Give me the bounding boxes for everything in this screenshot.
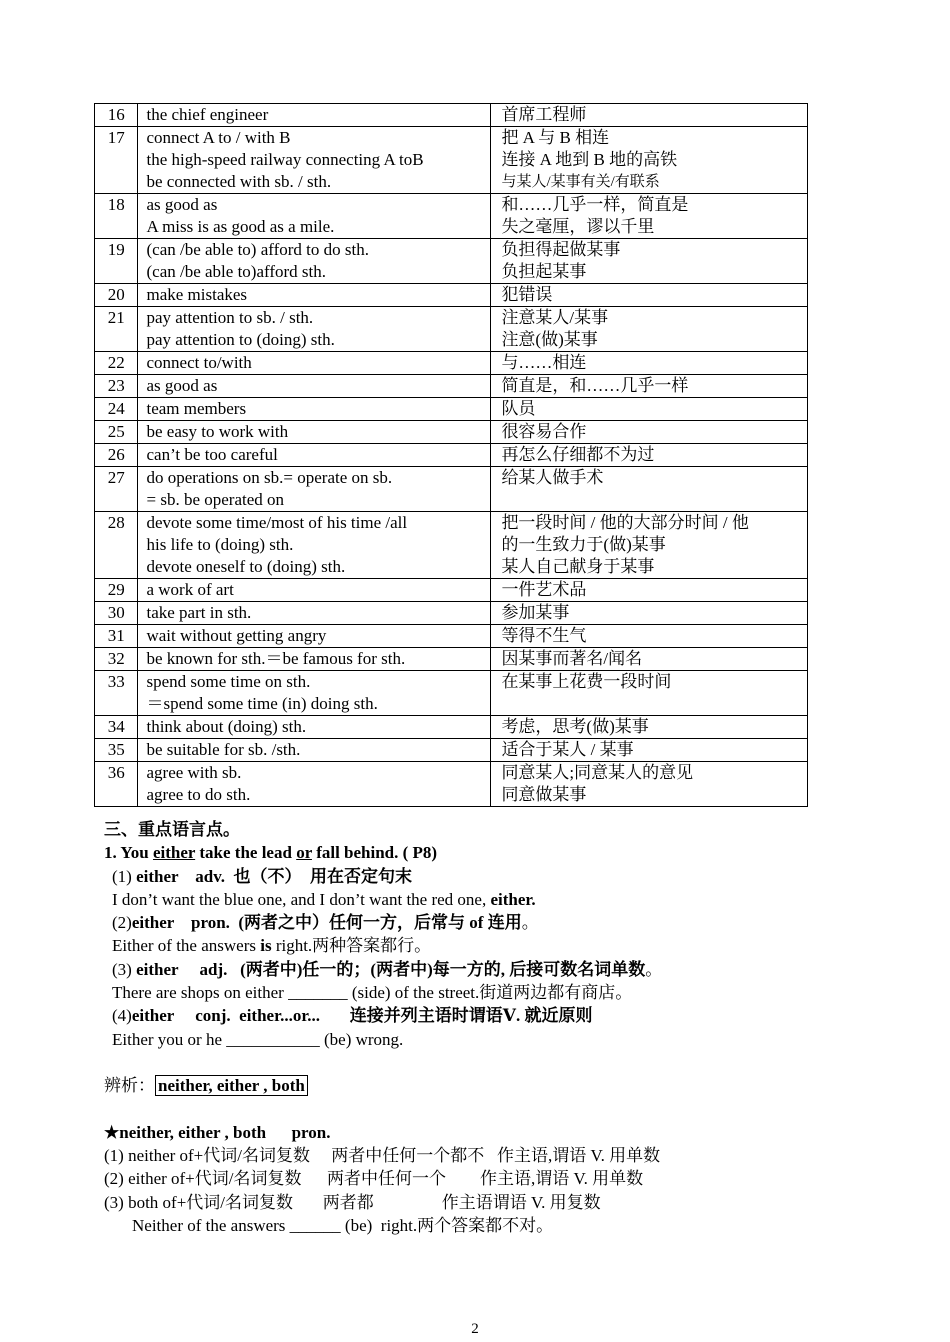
english-line: (can /be able to) afford to do sth. <box>146 240 369 259</box>
chinese-line: 犯错误 <box>501 285 553 304</box>
row-number: 26 <box>95 444 138 467</box>
vocabulary-table-body <box>95 104 808 807</box>
chinese-line: 负担得起做某事 <box>501 240 621 259</box>
english-phrase <box>138 398 491 421</box>
chinese-meaning <box>491 104 808 127</box>
item-3-example: There are shops on either _______ (side) of the street.街道两边都有商店。 <box>112 983 633 1003</box>
chinese-line: 队员 <box>501 399 536 418</box>
row-number: 35 <box>95 739 138 762</box>
item-4-example: Either you or he ___________ (be) wrong. <box>112 1029 404 1049</box>
english-line: A miss is as good as a mile. <box>146 217 335 236</box>
english-line: do operations on sb.= operate on sb. <box>146 468 393 487</box>
chinese-meaning <box>491 421 808 444</box>
chinese-meaning <box>491 375 808 398</box>
chinese-meaning <box>491 739 808 762</box>
table-row <box>95 512 808 579</box>
row-number: 30 <box>95 602 138 625</box>
item-2-example: Either of the answers is right.两种答案都行。 <box>112 936 432 956</box>
chinese-line: 连接 A 地到 B 地的高铁 <box>501 150 678 169</box>
english-phrase <box>138 648 491 671</box>
item-1-example: I don’t want the blue one, and I don’t want the red one, either. <box>112 889 536 909</box>
item-2-definition: (2)either pron. (两者之中）任何一方，后常与 of 连用。 <box>112 913 539 933</box>
english-phrase <box>138 421 491 444</box>
english-phrase <box>138 579 491 602</box>
table-row <box>95 104 808 127</box>
english-phrase <box>138 375 491 398</box>
english-line: agree to do sth. <box>146 785 251 804</box>
chinese-line: 注意某人/某事 <box>501 308 609 327</box>
english-phrase <box>138 512 491 579</box>
rule-example: Neither of the answers ______ (be) right.两个答案都不对。 <box>132 1216 554 1236</box>
star-heading: ★neither, either , both pron. <box>104 1122 331 1142</box>
chinese-meaning <box>491 602 808 625</box>
english-line: devote some time/most of his time /all <box>146 513 408 532</box>
row-number: 24 <box>95 398 138 421</box>
row-number: 34 <box>95 716 138 739</box>
chinese-line: 首席工程师 <box>501 105 587 124</box>
chinese-meaning <box>491 352 808 375</box>
english-line: wait without getting angry <box>146 626 327 645</box>
table-row <box>95 398 808 421</box>
chinese-meaning <box>491 579 808 602</box>
english-line: as good as <box>146 195 218 214</box>
table-row <box>95 467 808 512</box>
row-number: 31 <box>95 625 138 648</box>
chinese-meaning <box>491 671 808 716</box>
chinese-line: 失之毫厘，谬以千里 <box>501 217 655 236</box>
chinese-line: 等得不生气 <box>501 626 587 645</box>
english-phrase <box>138 444 491 467</box>
english-phrase <box>138 239 491 284</box>
chinese-meaning <box>491 716 808 739</box>
english-phrase <box>138 739 491 762</box>
chinese-line: 把一段时间 / 他的大部分时间 / 他 <box>501 513 749 532</box>
english-line: the chief engineer <box>146 105 269 124</box>
row-number: 25 <box>95 421 138 444</box>
english-phrase <box>138 194 491 239</box>
english-phrase <box>138 762 491 807</box>
english-line: ＝spend some time (in) doing sth. <box>146 694 378 713</box>
table-row <box>95 239 808 284</box>
english-line: his life to (doing) sth. <box>146 535 294 554</box>
english-phrase <box>138 284 491 307</box>
chinese-meaning <box>491 648 808 671</box>
english-line: take part in sth. <box>146 603 252 622</box>
page-number: 2 <box>471 1321 479 1337</box>
english-line: can’t be too careful <box>146 445 278 464</box>
row-number: 29 <box>95 579 138 602</box>
english-line: make mistakes <box>146 285 248 304</box>
chinese-meaning <box>491 467 808 512</box>
english-phrase <box>138 602 491 625</box>
row-number: 18 <box>95 194 138 239</box>
table-row <box>95 127 808 194</box>
table-row <box>95 579 808 602</box>
english-phrase <box>138 127 491 194</box>
row-number: 23 <box>95 375 138 398</box>
chinese-line: 参加某事 <box>501 603 570 622</box>
point-1-sentence: 1. You either take the lead or fall behind. ( P8) <box>104 843 438 863</box>
english-line: a work of art <box>146 580 234 599</box>
table-row <box>95 375 808 398</box>
item-3-definition: (3) either adj. (两者中)任一的；(两者中)每一方的, 后接可数名词单数。 <box>112 959 663 979</box>
row-number: 22 <box>95 352 138 375</box>
chinese-line: 一件艺术品 <box>501 580 587 599</box>
key-points-section <box>104 818 824 1237</box>
item-4-definition: (4)either conj. either...or... 连接并列主语时谓语Ⅴ. 就近原则 <box>112 1006 593 1026</box>
table-row <box>95 284 808 307</box>
row-number: 33 <box>95 671 138 716</box>
english-line: think about (doing) sth. <box>146 717 307 736</box>
chinese-meaning <box>491 284 808 307</box>
chinese-line: 很容易合作 <box>501 422 587 441</box>
chinese-line: 某人自己献身于某事 <box>501 557 655 576</box>
table-row <box>95 716 808 739</box>
english-line: pay attention to sb. / sth. <box>146 308 314 327</box>
english-phrase <box>138 467 491 512</box>
chinese-line: 的一生致力于(做)某事 <box>501 535 666 554</box>
chinese-meaning <box>491 444 808 467</box>
english-line: (can /be able to)afford sth. <box>146 262 327 281</box>
table-row <box>95 762 808 807</box>
english-line: connect A to / with B <box>146 128 291 147</box>
english-line: be suitable for sb. /sth. <box>146 740 301 759</box>
table-row <box>95 648 808 671</box>
english-line: team members <box>146 399 247 418</box>
chinese-line: 考虑，思考(做)某事 <box>501 717 649 736</box>
table-row <box>95 602 808 625</box>
english-line: agree with sb. <box>146 763 242 782</box>
chinese-meaning <box>491 625 808 648</box>
chinese-line: 和……几乎一样，简直是 <box>501 195 689 214</box>
chinese-line: 在某事上花费一段时间 <box>501 672 672 691</box>
english-phrase <box>138 625 491 648</box>
english-line: devote oneself to (doing) sth. <box>146 557 346 576</box>
chinese-line: 与某人/某事有关/有联系 <box>501 174 660 190</box>
table-row <box>95 307 808 352</box>
english-line: be easy to work with <box>146 422 289 441</box>
chinese-meaning <box>491 762 808 807</box>
chinese-meaning <box>491 239 808 284</box>
table-row <box>95 625 808 648</box>
row-number: 17 <box>95 127 138 194</box>
compare-line: 辨析： neither, either , both <box>104 1074 824 1097</box>
chinese-line: 注意(做)某事 <box>501 330 598 349</box>
chinese-line: 同意某人;同意某人的意见 <box>501 763 694 782</box>
chinese-line: 简直是，和……几乎一样 <box>501 376 689 395</box>
english-line: the high-speed railway connecting A toB <box>146 150 424 169</box>
chinese-line: 与……相连 <box>501 353 587 372</box>
rule-1: (1) neither of+代词/名词复数 两者中任何一个都不 作主语,谓语 V. 用单数 <box>104 1146 661 1166</box>
row-number: 20 <box>95 284 138 307</box>
english-line: pay attention to (doing) sth. <box>146 330 335 349</box>
english-phrase <box>138 307 491 352</box>
table-row <box>95 421 808 444</box>
english-line: as good as <box>146 376 218 395</box>
chinese-line: 同意做某事 <box>501 785 587 804</box>
rule-3: (3) both of+代词/名词复数 两者都 作主语谓语 V. 用复数 <box>104 1192 601 1212</box>
english-phrase <box>138 104 491 127</box>
table-row <box>95 444 808 467</box>
chinese-line: 把 A 与 B 相连 <box>501 128 610 147</box>
table-row <box>95 352 808 375</box>
section-heading: 三、重点语言点。 <box>104 820 240 839</box>
english-phrase <box>138 716 491 739</box>
chinese-line: 因某事而著名/闻名 <box>501 649 643 668</box>
english-line: be known for sth.＝be famous for sth. <box>146 649 406 668</box>
chinese-meaning <box>491 127 808 194</box>
row-number: 36 <box>95 762 138 807</box>
row-number: 16 <box>95 104 138 127</box>
table-row <box>95 194 808 239</box>
table-row <box>95 739 808 762</box>
rule-2: (2) either of+代词/名词复数 两者中任何一个 作主语,谓语 V. 用单数 <box>104 1169 644 1189</box>
chinese-meaning <box>491 307 808 352</box>
item-1-definition: (1) either adv. 也（不） 用在否定句末 <box>112 866 413 886</box>
chinese-meaning <box>491 512 808 579</box>
table-row <box>95 671 808 716</box>
row-number: 19 <box>95 239 138 284</box>
row-number: 28 <box>95 512 138 579</box>
row-number: 21 <box>95 307 138 352</box>
row-number: 27 <box>95 467 138 512</box>
english-phrase <box>138 352 491 375</box>
english-line: spend some time on sth. <box>146 672 311 691</box>
vocabulary-table <box>94 103 808 807</box>
chinese-line: 再怎么仔细都不为过 <box>501 445 655 464</box>
english-phrase <box>138 671 491 716</box>
chinese-line: 负担起某事 <box>501 262 587 281</box>
chinese-line: 适合于某人 / 某事 <box>501 740 634 759</box>
chinese-meaning <box>491 398 808 421</box>
english-line: connect to/with <box>146 353 252 372</box>
english-line: = sb. be operated on <box>146 490 285 509</box>
row-number: 32 <box>95 648 138 671</box>
compare-box: neither, either , both <box>155 1075 308 1096</box>
chinese-meaning <box>491 194 808 239</box>
chinese-line: 给某人做手术 <box>501 468 604 487</box>
english-line: be connected with sb. / sth. <box>146 172 332 191</box>
